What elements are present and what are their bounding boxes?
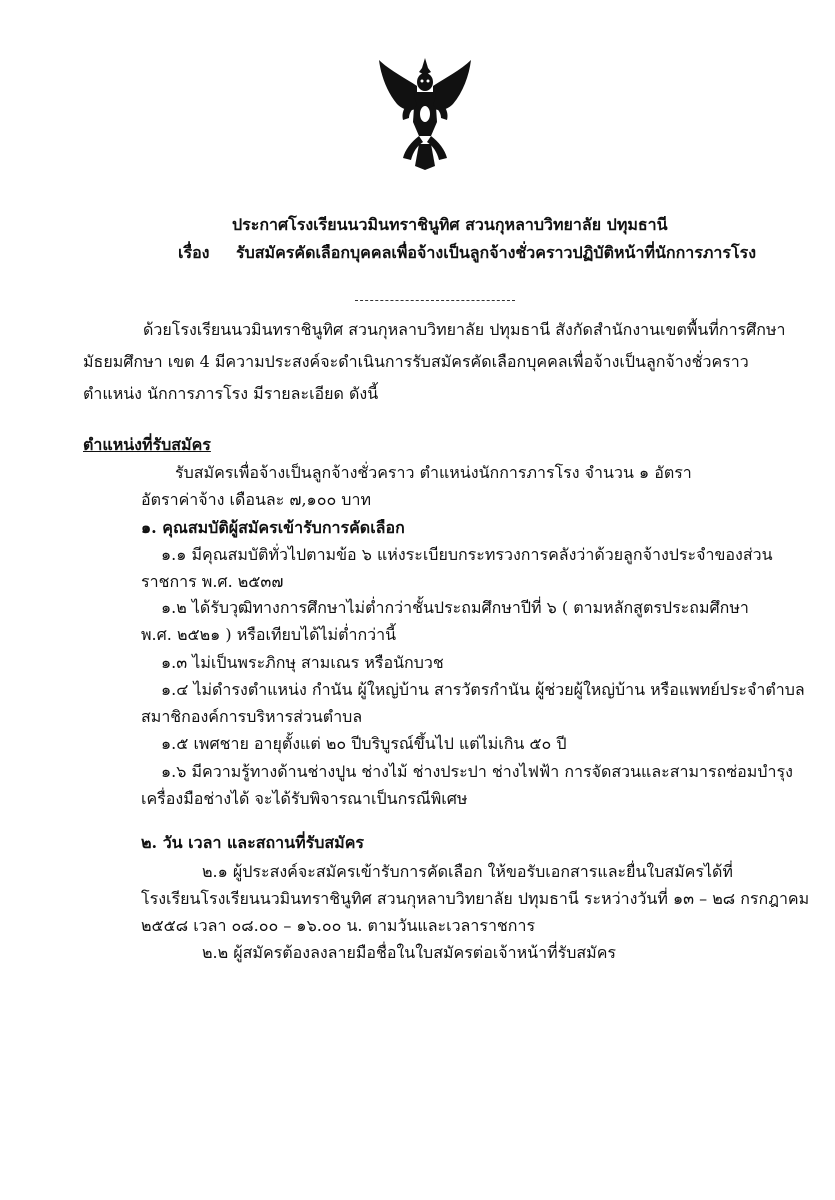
qualification-1-6: ๑.๖ มีความรู้ทางด้านช่างปูน ช่างไม้ ช่างประปา ช่างไฟฟ้า การจัดสวนและสามารถซ่อมบำรุง [161, 762, 793, 781]
application-2-2: ๒.๒ ผู้สมัครต้องลงลายมือชื่อในใบสมัครต่อเจ้าหน้าที่รับสมัคร [202, 943, 616, 962]
qualification-1-2-cont: พ.ศ. ๒๕๒๑ ) หรือเทียบได้ไม่ต่ำกว่านี้ [141, 625, 397, 644]
qualification-1-2: ๑.๒ ได้รับวุฒิทางการศึกษาไม่ต่ำกว่าชั้นประถมศึกษาปีที่ ๖ ( ตามหลักสูตรประถมศึกษา [161, 598, 749, 617]
qualification-1-6-cont: เครื่องมือช่างได้ จะได้รับพิจารณาเป็นกรณีพิเศษ [141, 789, 468, 808]
intro-line-1: ด้วยโรงเรียนนวมินทราชินูทิศ สวนกุหลาบวิทยาลัย ปทุมธานี สังกัดสำนักงานเขตพื้นที่การศึกษา [143, 320, 786, 339]
application-2-1-cont-2: ๒๕๕๘ เวลา ๐๘.๐๐ – ๑๖.๐๐ น. ตามวันและเวลาราชการ [141, 916, 536, 935]
qualification-1-3: ๑.๓ ไม่เป็นพระภิกษุ สามเณร หรือนักบวช [161, 653, 444, 672]
qualification-1-4-cont: สมาชิกองค์การบริหารส่วนตำบล [141, 707, 363, 726]
qualification-1-5: ๑.๕ เพศชาย อายุตั้งแต่ ๒๐ ปีบริบูรณ์ขึ้นไป แต่ไม่เกิน ๕๐ ปี [161, 734, 567, 753]
intro-line-2: มัธยมศึกษา เขต 4 มีความประสงค์จะดำเนินการรับสมัครคัดเลือกบุคคลเพื่อจ้างเป็นลูกจ้างชั่วคราว [83, 352, 749, 371]
intro-line-3: ตำแหน่ง นักการภารโรง มีรายละเอียด ดังนี้ [83, 384, 379, 403]
subject-label: เรื่อง [178, 243, 210, 262]
position-line-1: รับสมัครเพื่อจ้างเป็นลูกจ้างชั่วคราว ตำแหน่งนักการภารโรง จำนวน ๑ อัตรา [175, 463, 692, 482]
position-line-2: อัตราค่าจ้าง เดือนละ ๗,๑๐๐ บาท [141, 490, 371, 509]
separator-line [355, 300, 515, 301]
qualification-1-1-cont: ราชการ พ.ศ. ๒๕๓๗ [141, 572, 284, 591]
application-2-1: ๒.๑ ผู้ประสงค์จะสมัครเข้ารับการคัดเลือก ให้ขอรับเอกสารและยื่นใบสมัครได้ที่ [202, 862, 733, 881]
qualification-1-4: ๑.๔ ไม่ดำรงตำแหน่ง กำนัน ผู้ใหญ่บ้าน สารวัตรกำนัน ผู้ช่วยผู้ใหญ่บ้าน หรือแพทย์ประจำตำบล [161, 680, 805, 699]
garuda-emblem-icon [375, 58, 475, 170]
qualification-1-1: ๑.๑ มีคุณสมบัติทั่วไปตามข้อ ๖ แห่งระเบียบกระทรวงการคลังว่าด้วยลูกจ้างประจำของส่วน [161, 545, 773, 564]
subject-text: รับสมัครคัดเลือกบุคคลเพื่อจ้างเป็นลูกจ้างชั่วคราวปฏิบัติหน้าที่นักการภารโรง [236, 243, 756, 262]
position-heading: ตำแหน่งที่รับสมัคร [83, 435, 211, 454]
section-1-heading: ๑. คุณสมบัติผู้สมัครเข้ารับการคัดเลือก [141, 518, 405, 537]
section-2-heading: ๒. วัน เวลา และสถานที่รับสมัคร [141, 833, 364, 852]
application-2-1-cont-1: โรงเรียนโรงเรียนนวมินทราชินูทิศ สวนกุหลาบวิทยาลัย ปทุมธานี ระหว่างวันที่ ๑๓ – ๒๘ กรกฎาคม [141, 889, 810, 908]
announcement-title: ประกาศโรงเรียนนวมินทราชินูทิศ สวนกุหลาบวิทยาลัย ปทุมธานี [232, 215, 668, 234]
